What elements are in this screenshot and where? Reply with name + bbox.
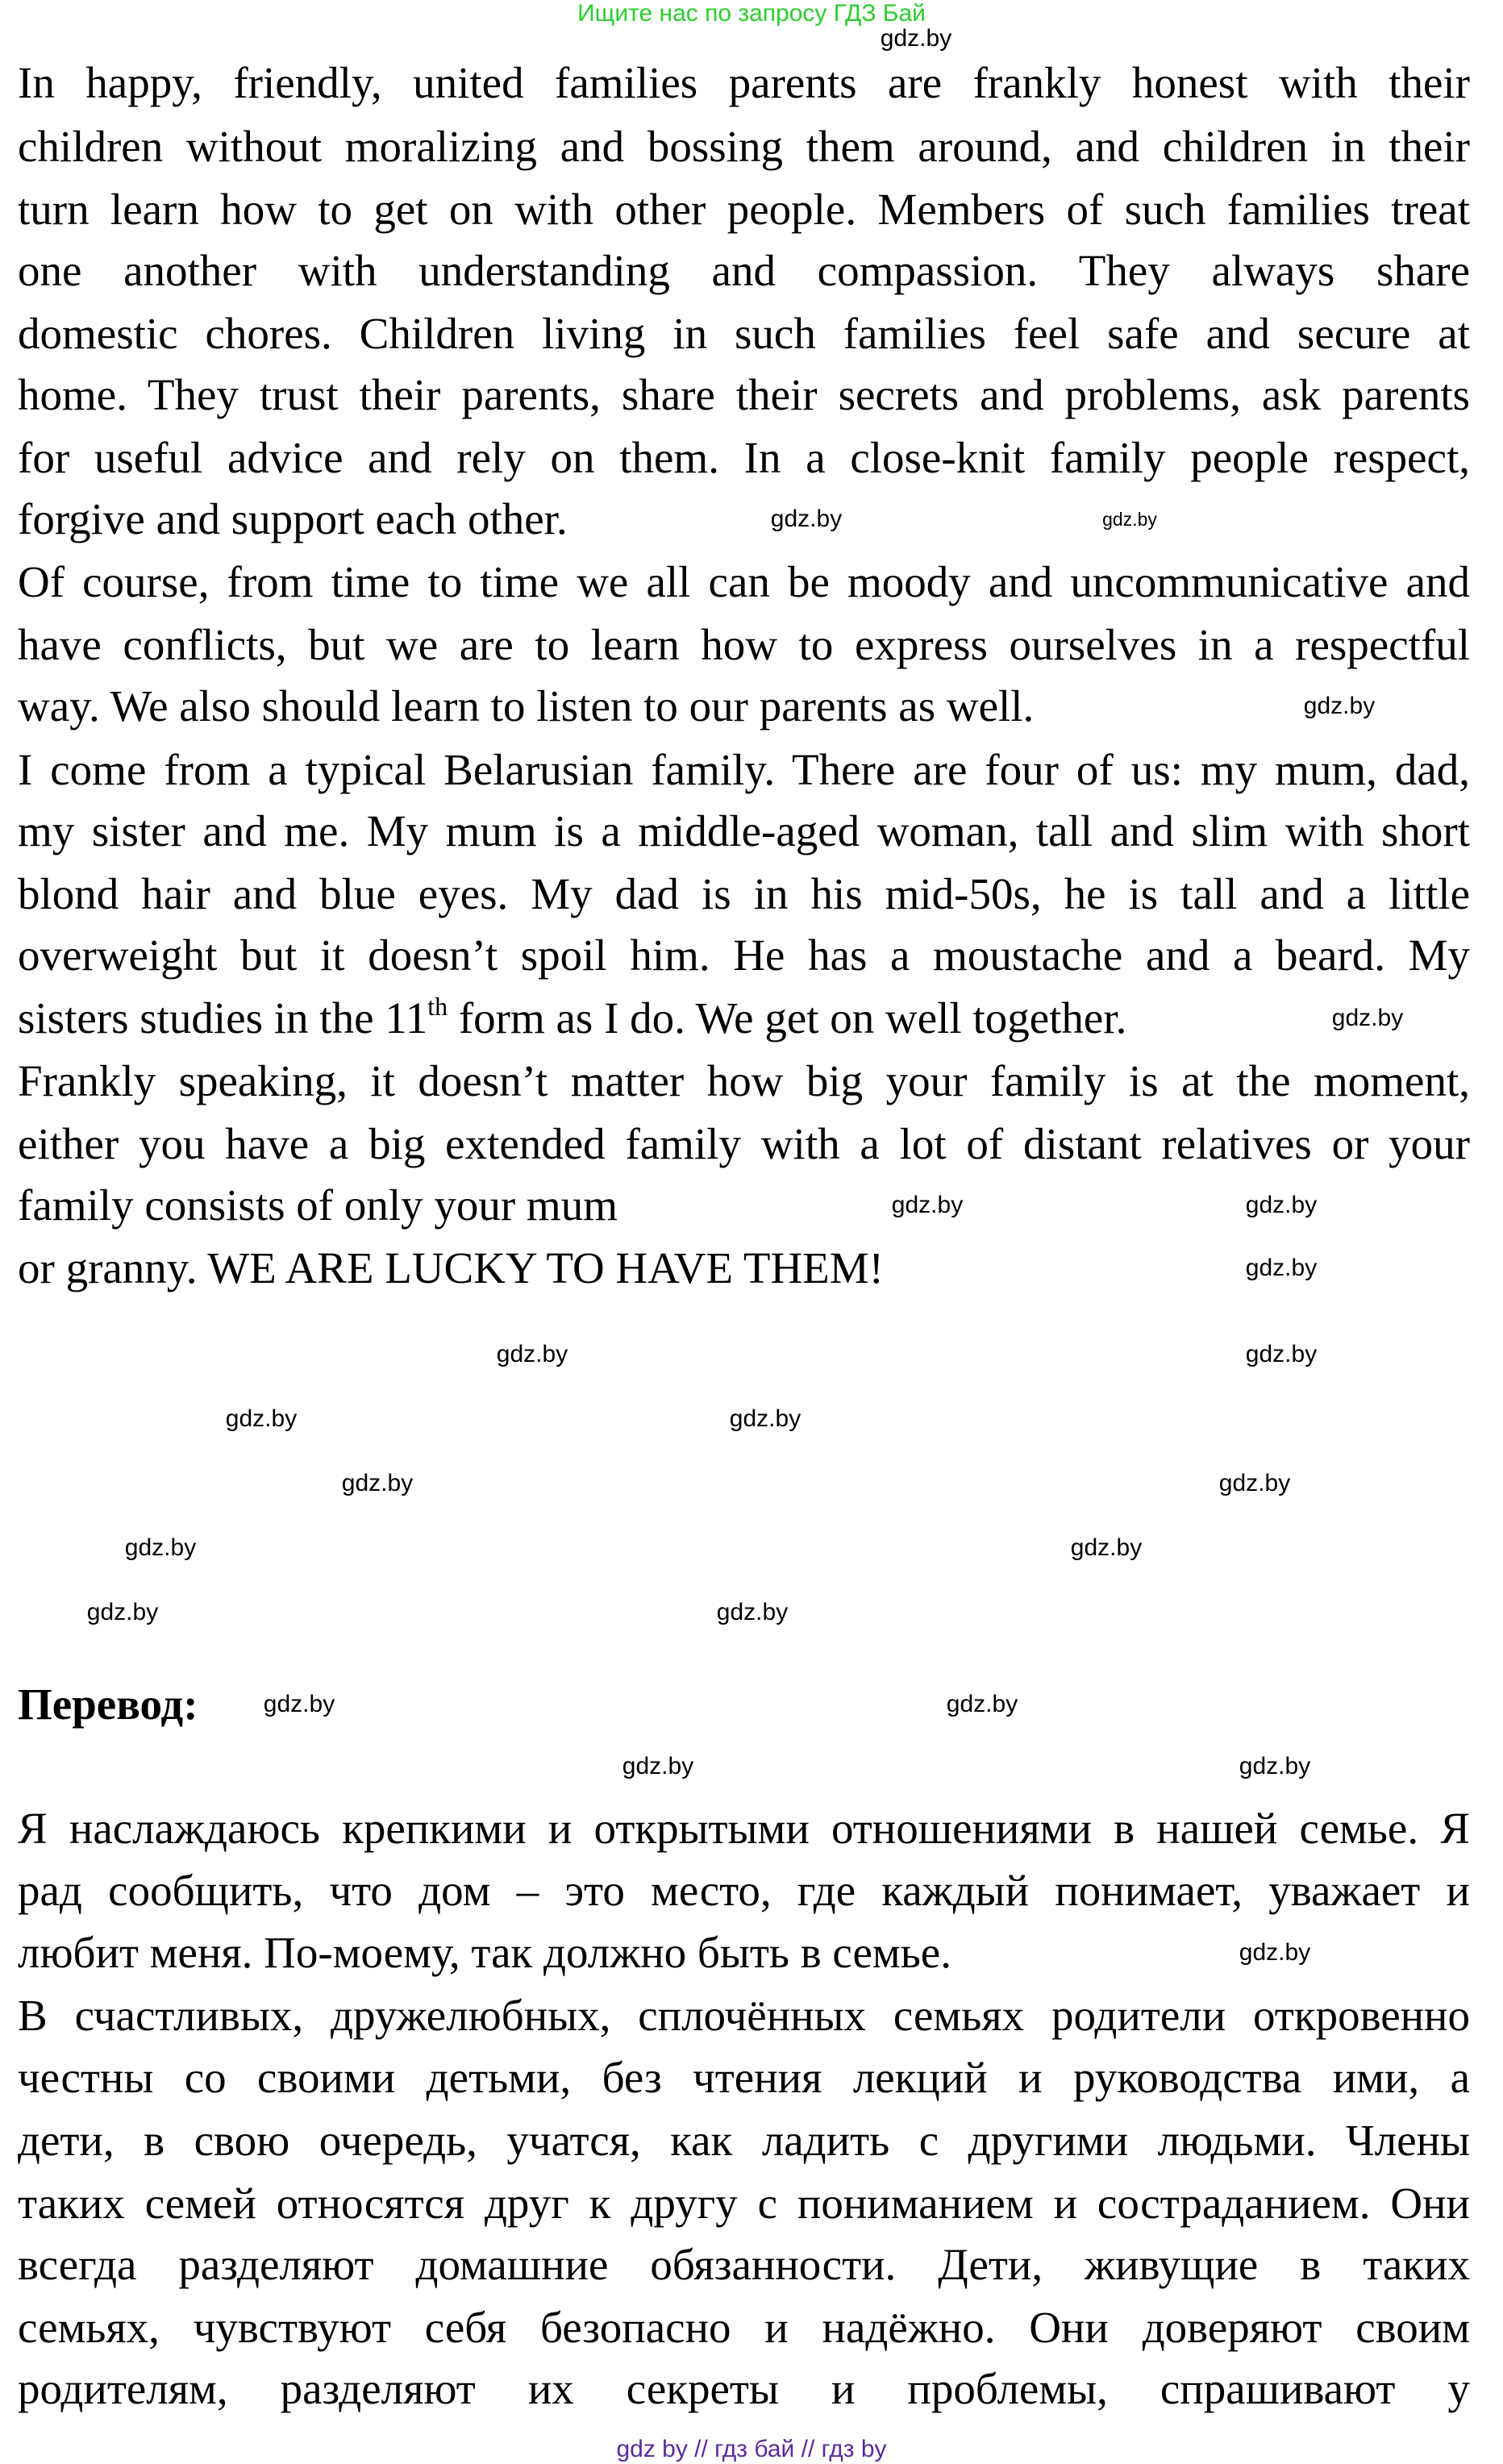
watermark: gdz.by xyxy=(1239,1753,1311,1779)
translation-line: всегда разделяют домашние обязанности. Дети, живущие в таких xyxy=(18,2240,1470,2289)
text-line: In happy, friendly, united families parents are frankly honest with their xyxy=(18,58,1470,107)
text-line: children without moralizing and bossing them around, and children in their xyxy=(18,122,1470,171)
watermark: gdz.by xyxy=(880,25,952,52)
watermark: gdz.by xyxy=(1245,1255,1318,1281)
text-line: family consists of only your mum xyxy=(18,1180,618,1230)
text-line: Frankly speaking, it doesn’t matter how big your family is at the moment, xyxy=(18,1056,1470,1105)
footer-watermark: gdz by // гдз бай // гдз by xyxy=(616,2436,887,2462)
watermark: gdz.by xyxy=(263,1691,335,1717)
text-line: blond hair and blue eyes. My dad is in his mid-50s, he is tall and a little xyxy=(18,869,1470,918)
watermark: gdz.by xyxy=(124,1534,197,1561)
translation-line: честны со своими детьми, без чтения лекций и руководства ими, а xyxy=(18,2053,1470,2102)
search-hint-banner: Ищите нас по запросу ГДЗ Бай xyxy=(577,0,926,27)
translation-line: В счастливых, дружелюбных, сплочённых семьях родители откровенно xyxy=(18,1991,1470,2040)
watermark: gdz.by xyxy=(1245,1192,1318,1218)
text-span: form as I do. We get on well together. xyxy=(448,993,1127,1043)
translation-line: Я наслаждаюсь крепкими и открытыми отношениями в нашей семье. Я xyxy=(18,1804,1470,1853)
watermark: gdz.by xyxy=(225,1405,298,1432)
text-line: for useful advice and rely on them. In a close-knit family people respect, xyxy=(18,433,1470,482)
watermark: gdz.by xyxy=(1102,509,1157,530)
text-line: either you have a big extended family with a lot of distant relatives or your xyxy=(18,1119,1470,1168)
watermark: gdz.by xyxy=(891,1192,964,1218)
text-line: my sister and me. My mum is a middle-aged woman, tall and slim with short xyxy=(18,806,1470,855)
watermark: gdz.by xyxy=(770,506,843,532)
watermark: gdz.by xyxy=(1303,693,1376,719)
text-line: or granny. WE ARE LUCKY TO HAVE THEM! xyxy=(18,1243,884,1292)
text-line: have conflicts, but we are to learn how to express ourselves in a respectful xyxy=(18,620,1470,669)
watermark: gdz.by xyxy=(729,1405,801,1432)
text-line: one another with understanding and compassion. They always share xyxy=(18,246,1470,295)
text-line: turn learn how to get on with other people. Members of such families treat xyxy=(18,185,1470,234)
translation-line: таких семей относятся друг к другу с пониманием и состраданием. Они xyxy=(18,2179,1470,2228)
text-line: domestic chores. Children living in such families feel safe and secure at xyxy=(18,309,1470,358)
translation-line: родителям, разделяют их секреты и проблемы, спрашивают у xyxy=(18,2364,1470,2413)
text-line: home. They trust their parents, share their secrets and problems, ask parents xyxy=(18,370,1470,419)
text-line: Of course, from time to time we all can be moody and uncommunicative and xyxy=(18,557,1470,606)
watermark: gdz.by xyxy=(1245,1341,1318,1367)
watermark: gdz.by xyxy=(341,1470,414,1496)
translation-line: дети, в свою очередь, учатся, как ладить с другими людьми. Члены xyxy=(18,2116,1470,2165)
text-line: way. We also should learn to listen to our parents as well. xyxy=(18,681,1035,730)
watermark: gdz.by xyxy=(622,1753,694,1779)
translation-line: рад сообщить, что дом – это место, где каждый понимает, уважает и xyxy=(18,1866,1470,1915)
watermark: gdz.by xyxy=(1070,1534,1143,1561)
translation-line: любит меня. По-моему, так должно быть в семье. xyxy=(18,1928,951,1977)
text-line: forgive and support each other. xyxy=(18,494,568,543)
text-span: sisters studies in the 11 xyxy=(18,993,428,1043)
watermark: gdz.by xyxy=(946,1691,1018,1717)
watermark: gdz.by xyxy=(86,1599,159,1625)
watermark: gdz.by xyxy=(1331,1005,1404,1031)
text-line xyxy=(18,988,1126,1049)
superscript: th xyxy=(427,992,448,1021)
translation-line: семьях, чувствуют себя безопасно и надёжно. Они доверяют своим xyxy=(18,2303,1470,2352)
text-line: overweight but it doesn’t spoil him. He has a moustache and a beard. My xyxy=(18,930,1470,980)
watermark: gdz.by xyxy=(1239,1939,1311,1966)
watermark: gdz.by xyxy=(716,1599,789,1625)
watermark: gdz.by xyxy=(496,1341,568,1367)
watermark: gdz.by xyxy=(1218,1470,1291,1496)
text-line: I come from a typical Belarusian family. There are four of us: my mum, dad, xyxy=(18,745,1470,794)
translation-heading: Перевод: xyxy=(18,1679,198,1729)
